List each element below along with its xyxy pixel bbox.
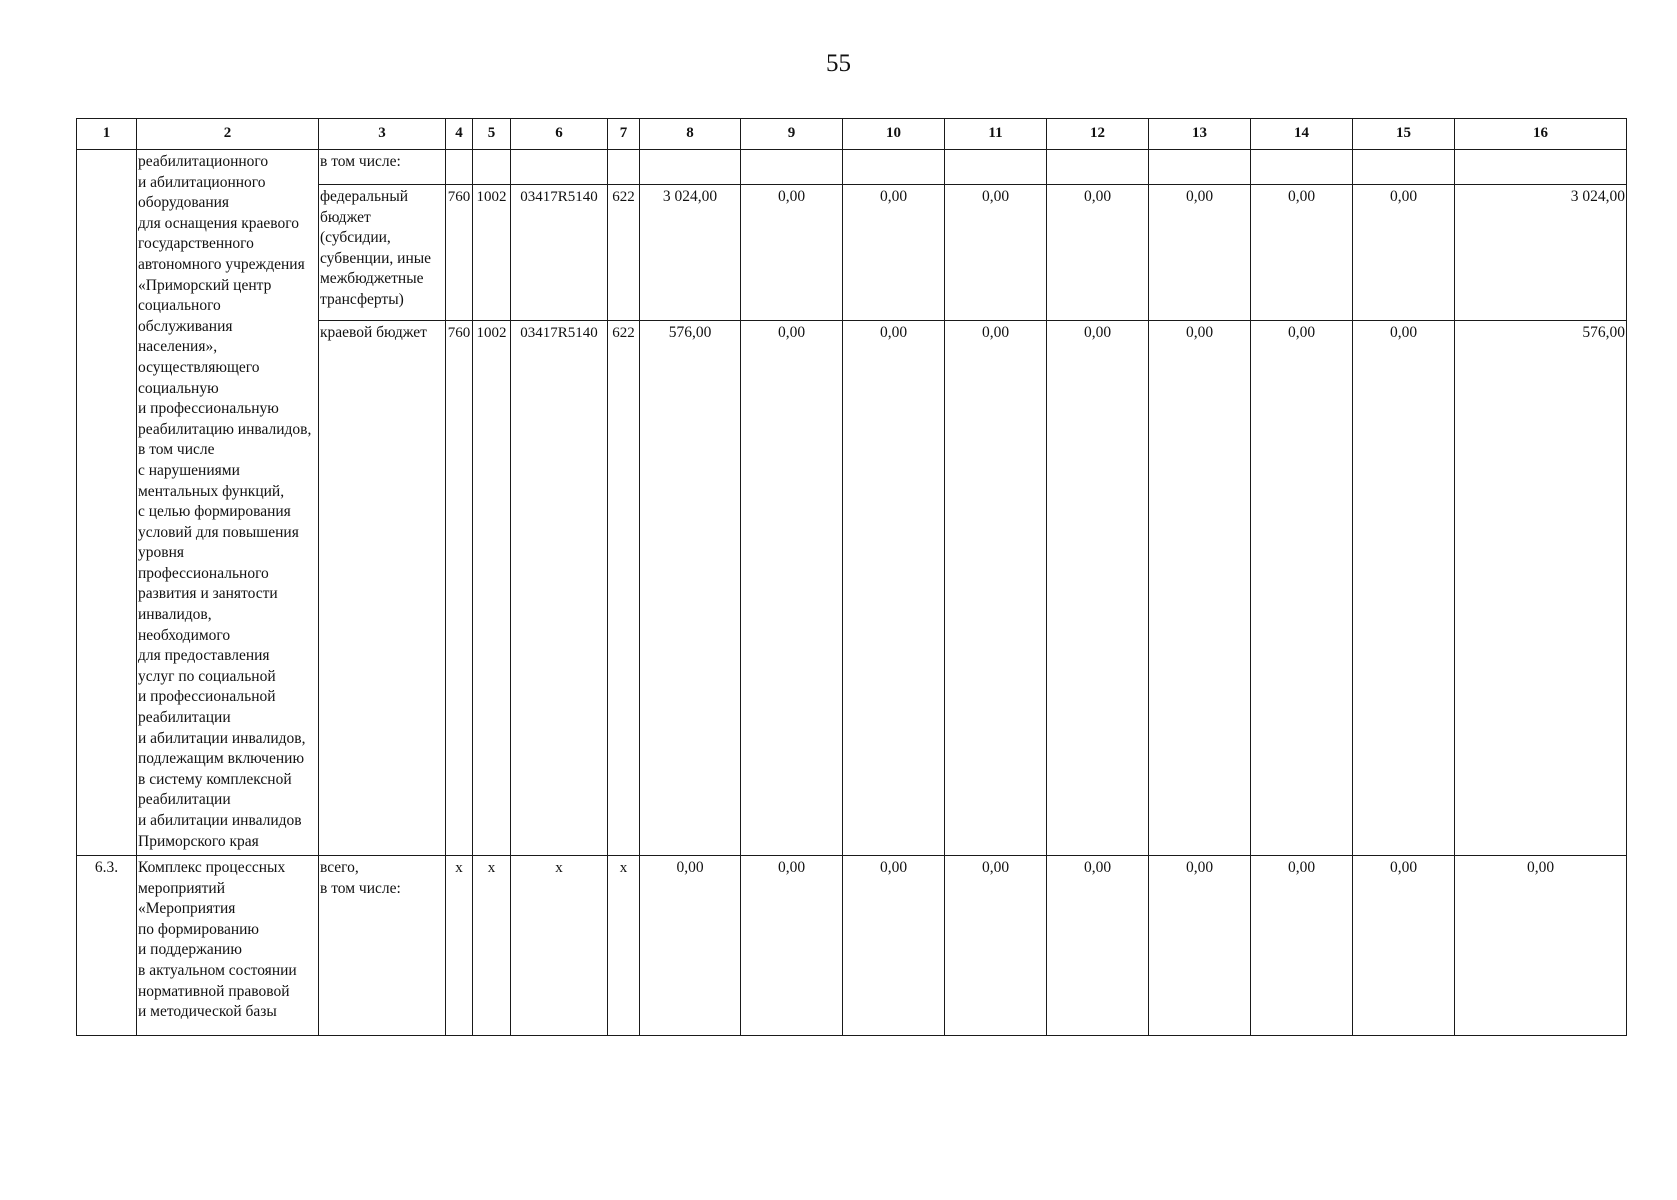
column-header: 6 [511,119,608,150]
amount-cell: 0,00 [1047,185,1149,321]
target-article-code: 03417R5140 [511,185,608,321]
amount-cell: 0,00 [843,321,945,856]
table-row [77,150,1627,185]
funding-source: в том числе: [319,150,446,185]
amount-cell: 576,00 [640,321,741,856]
amount-cell: 0,00 [1353,185,1455,321]
amount-cell: 0,00 [945,321,1047,856]
activity-description [137,150,319,856]
amount-cell: 0,00 [1149,321,1251,856]
table-cell [741,150,843,185]
amount-cell: 0,00 [1149,185,1251,321]
table-cell [1353,150,1455,185]
amount-cell: 0,00 [843,185,945,321]
activity-description [137,856,319,1036]
funding-source: всего, в том числе: [319,856,446,1036]
amount-cell: 0,00 [1251,856,1353,1036]
column-header: 12 [1047,119,1149,150]
section-code: x [473,856,511,1036]
amount-cell: 3 024,00 [640,185,741,321]
table-cell [843,150,945,185]
column-number-row [77,119,1627,150]
column-header: 8 [640,119,741,150]
column-header: 14 [1251,119,1353,150]
expense-type-code: 622 [608,185,640,321]
column-header: 4 [446,119,473,150]
table-cell [1251,150,1353,185]
amount-cell: 0,00 [1251,321,1353,856]
ministry-code: 760 [446,321,473,856]
amount-cell: 0,00 [945,185,1047,321]
amount-cell: 0,00 [1353,856,1455,1036]
funding-source: краевой бюджет [319,321,446,856]
total-amount-cell: 0,00 [1455,856,1627,1036]
column-header: 5 [473,119,511,150]
column-header: 2 [137,119,319,150]
table-cell [1149,150,1251,185]
total-amount-cell: 576,00 [1455,321,1627,856]
total-amount-cell: 3 024,00 [1455,185,1627,321]
column-header: 11 [945,119,1047,150]
ministry-code: x [446,856,473,1036]
section-code: 1002 [473,321,511,856]
target-article-code: x [511,856,608,1036]
amount-cell: 0,00 [1047,856,1149,1036]
column-header: 3 [319,119,446,150]
column-header: 9 [741,119,843,150]
amount-cell: 0,00 [843,856,945,1036]
section-code: 1002 [473,185,511,321]
table-row [77,856,1627,1036]
amount-cell: 0,00 [1149,856,1251,1036]
column-header: 16 [1455,119,1627,150]
row-number-cell: 6.3. [77,856,137,1036]
table-cell [1047,150,1149,185]
column-header: 7 [608,119,640,150]
table-cell [473,150,511,185]
expense-type-code: x [608,856,640,1036]
activity-description-text: реабилитационного и абилитационного оборудования для оснащения краевого государственного автономного учреждения «Приморский центр социального обслуживания населения», осуществляющего социальную и профессиональную реабилитацию инвалидов, в том числе с нарушениями ментальных функций, с целью формирования условий для повышения уровня профессионального развития и занятости инвалидов, необходимого для предоставления услуг по социальной и профессиональной реабилитации и абилитации инвалидов, подлежащим включению в систему комплексной реабилитации и абилитации инвалидов Приморского края [138,153,312,850]
amount-cell: 0,00 [945,856,1047,1036]
table-cell [640,150,741,185]
amount-cell: 0,00 [741,185,843,321]
amount-cell: 0,00 [1353,321,1455,856]
budget-table [76,118,1627,1036]
table-cell [511,150,608,185]
amount-cell: 0,00 [1047,321,1149,856]
amount-cell: 0,00 [640,856,741,1036]
column-header: 10 [843,119,945,150]
activity-description-text: Комплекс процессных мероприятий «Мероприятия по формированию и поддержанию в актуальном состоянии нормативной правовой и методической базы [138,859,297,1021]
expense-type-code: 622 [608,321,640,856]
table-cell [608,150,640,185]
column-header: 1 [77,119,137,150]
page-number: 55 [826,50,851,77]
column-header: 15 [1353,119,1455,150]
column-header: 13 [1149,119,1251,150]
row-number-cell [77,150,137,856]
amount-cell: 0,00 [1251,185,1353,321]
amount-cell: 0,00 [741,856,843,1036]
table-cell [1455,150,1627,185]
table-cell [446,150,473,185]
ministry-code: 760 [446,185,473,321]
target-article-code: 03417R5140 [511,321,608,856]
table-cell [945,150,1047,185]
funding-source: федеральный бюджет (субсидии, субвенции, иные межбюджетные трансферты) [319,185,446,321]
amount-cell: 0,00 [741,321,843,856]
